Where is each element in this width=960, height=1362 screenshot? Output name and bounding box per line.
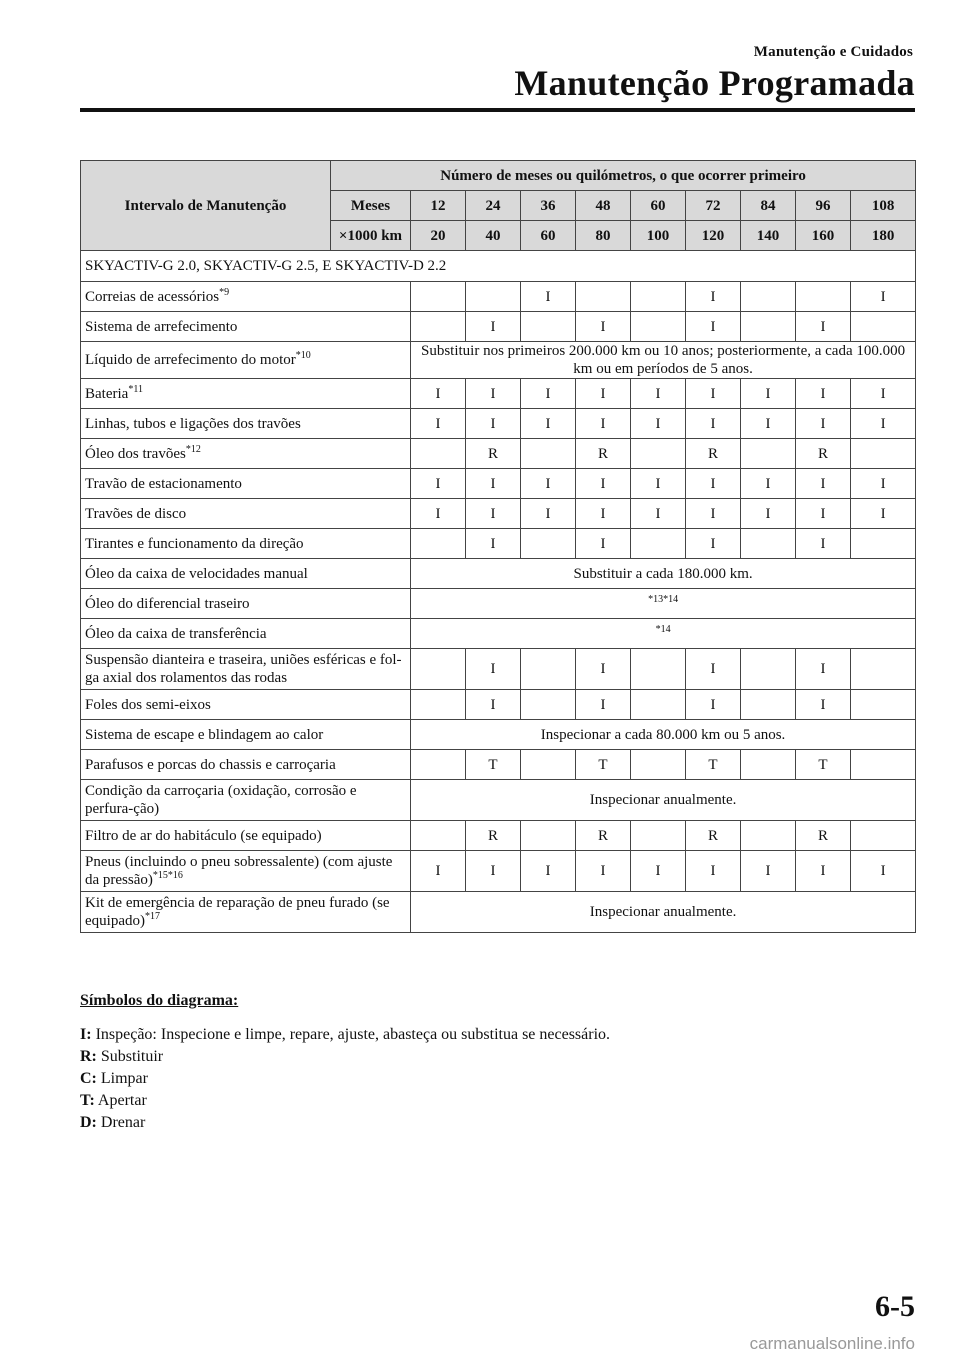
schedule-cell: R xyxy=(686,439,741,469)
km-value: 80 xyxy=(576,221,631,251)
month-value: 12 xyxy=(411,191,466,221)
schedule-cell: I xyxy=(686,282,741,312)
schedule-cell: I xyxy=(741,469,796,499)
item-label: Óleo da caixa de velocidades manual xyxy=(85,565,308,582)
schedule-cell xyxy=(411,821,466,851)
schedule-cell: I xyxy=(466,379,521,409)
schedule-cell: I xyxy=(576,379,631,409)
footnote-ref: *13*14 xyxy=(648,593,679,605)
footnote-ref: *15*16 xyxy=(152,870,183,881)
schedule-cell: R xyxy=(466,821,521,851)
km-value: 100 xyxy=(631,221,686,251)
schedule-cell: I xyxy=(466,529,521,559)
schedule-cell: T xyxy=(466,750,521,780)
km-value: 160 xyxy=(796,221,851,251)
schedule-cell xyxy=(521,750,576,780)
item-name xyxy=(81,469,411,499)
legend-item xyxy=(80,1068,610,1090)
schedule-cell: I xyxy=(411,851,466,892)
span-note: Inspecionar anualmente. xyxy=(411,780,916,821)
legend-key: R: xyxy=(80,1048,97,1065)
legend-text: Limpar xyxy=(96,1070,148,1087)
section-header: Manutenção e Cuidados xyxy=(753,44,913,60)
legend-key: I: xyxy=(80,1026,92,1043)
schedule-cell xyxy=(411,649,466,690)
table-row xyxy=(81,559,916,589)
table-row xyxy=(81,589,916,619)
schedule-cell xyxy=(466,282,521,312)
schedule-cell: I xyxy=(576,469,631,499)
km-value: 120 xyxy=(686,221,741,251)
schedule-cell: I xyxy=(576,409,631,439)
legend-item xyxy=(80,1046,610,1068)
legend-text: Drenar xyxy=(96,1114,146,1131)
schedule-cell: I xyxy=(796,469,851,499)
table-row xyxy=(81,851,916,892)
table-row xyxy=(81,690,916,720)
schedule-cell: I xyxy=(796,649,851,690)
legend-text: Substituir xyxy=(96,1048,164,1065)
km-value: 60 xyxy=(521,221,576,251)
month-value: 72 xyxy=(686,191,741,221)
legend-item xyxy=(80,1112,610,1134)
watermark: carmanualsonline.info xyxy=(749,1334,915,1353)
schedule-cell xyxy=(411,690,466,720)
schedule-cell: I xyxy=(686,499,741,529)
item-name xyxy=(81,750,411,780)
span-note: Substituir a cada 180.000 km. xyxy=(411,559,916,589)
item-name xyxy=(81,409,411,439)
schedule-cell: I xyxy=(521,379,576,409)
schedule-cell xyxy=(741,649,796,690)
table-row xyxy=(81,780,916,821)
schedule-cell xyxy=(411,439,466,469)
legend-key: D: xyxy=(80,1114,97,1131)
item-label: Óleo do diferencial traseiro xyxy=(85,595,250,612)
item-name xyxy=(81,780,411,821)
legend-title: Símbolos do diagrama: xyxy=(80,992,239,1009)
schedule-cell: I xyxy=(466,469,521,499)
months-label: Meses xyxy=(331,191,411,221)
table-row xyxy=(81,529,916,559)
item-name xyxy=(81,821,411,851)
km-value: 20 xyxy=(411,221,466,251)
schedule-cell: R xyxy=(576,821,631,851)
footnote-ref: *17 xyxy=(144,911,160,922)
legend-text: Apertar xyxy=(94,1092,147,1109)
footnote-ref: *14 xyxy=(655,623,671,635)
schedule-cell: I xyxy=(686,851,741,892)
item-name xyxy=(81,379,411,409)
schedule-cell: I xyxy=(576,312,631,342)
schedule-cell xyxy=(521,312,576,342)
schedule-cell: I xyxy=(466,851,521,892)
schedule-cell: T xyxy=(796,750,851,780)
table-row xyxy=(81,439,916,469)
item-name xyxy=(81,619,411,649)
item-label: Travão de estacionamento xyxy=(85,475,242,492)
schedule-cell: I xyxy=(521,282,576,312)
month-value: 24 xyxy=(466,191,521,221)
schedule-cell xyxy=(521,649,576,690)
schedule-cell: I xyxy=(521,409,576,439)
schedule-cell: I xyxy=(576,649,631,690)
item-name xyxy=(81,342,411,379)
schedule-cell xyxy=(631,439,686,469)
span-note: Substituir nos primeiros 200.000 km ou 10 anos; posteriormente, a cada 100.000 km ou em períodos de 5 anos. xyxy=(411,342,916,379)
schedule-cell xyxy=(741,439,796,469)
schedule-cell: I xyxy=(631,851,686,892)
schedule-cell: T xyxy=(576,750,631,780)
schedule-cell: I xyxy=(576,499,631,529)
schedule-cell: I xyxy=(466,409,521,439)
footnote-ref: *9 xyxy=(219,286,230,298)
schedule-cell: I xyxy=(411,469,466,499)
schedule-cell xyxy=(521,439,576,469)
month-value: 84 xyxy=(741,191,796,221)
schedule-cell xyxy=(741,529,796,559)
schedule-cell xyxy=(521,529,576,559)
interval-header: Intervalo de Manutenção xyxy=(81,161,331,251)
schedule-cell xyxy=(631,529,686,559)
schedule-cell: I xyxy=(741,499,796,529)
item-name xyxy=(81,559,411,589)
schedule-cell: I xyxy=(631,469,686,499)
table-row xyxy=(81,499,916,529)
span-note: Inspecionar anualmente. xyxy=(411,892,916,933)
schedule-cell: R xyxy=(686,821,741,851)
schedule-cell xyxy=(851,821,916,851)
schedule-cell: I xyxy=(466,649,521,690)
footnote-ref: *11 xyxy=(128,383,143,395)
item-name xyxy=(81,439,411,469)
schedule-cell: I xyxy=(466,499,521,529)
table-row xyxy=(81,750,916,780)
legend-item xyxy=(80,1090,610,1112)
schedule-cell: I xyxy=(686,379,741,409)
maintenance-table xyxy=(80,160,916,933)
legend-key: T: xyxy=(80,1092,95,1109)
schedule-cell: I xyxy=(521,851,576,892)
table-row xyxy=(81,469,916,499)
table-row xyxy=(81,821,916,851)
schedule-cell xyxy=(576,282,631,312)
item-label: Parafusos e porcas do chassis e carroçaria xyxy=(85,756,336,773)
schedule-cell xyxy=(796,282,851,312)
schedule-cell: R xyxy=(796,439,851,469)
schedule-cell: I xyxy=(466,312,521,342)
header-rule xyxy=(80,108,915,112)
schedule-cell: I xyxy=(576,690,631,720)
schedule-cell: R xyxy=(796,821,851,851)
table-row xyxy=(81,720,916,750)
table-row xyxy=(81,312,916,342)
schedule-cell: I xyxy=(521,469,576,499)
footnote-ref: *12 xyxy=(185,443,201,455)
item-name xyxy=(81,690,411,720)
schedule-cell xyxy=(851,529,916,559)
schedule-cell: I xyxy=(631,379,686,409)
schedule-cell: I xyxy=(796,409,851,439)
schedule-cell xyxy=(631,690,686,720)
schedule-cell: I xyxy=(796,499,851,529)
engine-section-row xyxy=(81,251,916,282)
month-value: 96 xyxy=(796,191,851,221)
schedule-cell xyxy=(631,750,686,780)
schedule-cell: I xyxy=(796,851,851,892)
schedule-cell: I xyxy=(411,409,466,439)
legend-key: C: xyxy=(80,1070,97,1087)
schedule-cell xyxy=(851,750,916,780)
schedule-cell xyxy=(411,282,466,312)
schedule-cell xyxy=(741,750,796,780)
schedule-cell: I xyxy=(741,409,796,439)
span-note: Inspecionar a cada 80.000 km ou 5 anos. xyxy=(411,720,916,750)
item-label: Foles dos semi-eixos xyxy=(85,696,211,713)
schedule-cell: I xyxy=(851,469,916,499)
item-name xyxy=(81,312,411,342)
item-name xyxy=(81,589,411,619)
legend-text: Inspeção: Inspecione e limpe, repare, ajuste, abasteça ou substitua se necessário. xyxy=(91,1026,611,1043)
schedule-cell: I xyxy=(851,282,916,312)
schedule-cell: I xyxy=(851,499,916,529)
schedule-cell: I xyxy=(851,851,916,892)
schedule-cell xyxy=(631,649,686,690)
item-label: Sistema de escape e blindagem ao calor xyxy=(85,726,324,743)
schedule-cell xyxy=(741,312,796,342)
month-value: 36 xyxy=(521,191,576,221)
schedule-cell: I xyxy=(576,529,631,559)
schedule-cell: T xyxy=(686,750,741,780)
schedule-cell xyxy=(851,649,916,690)
schedule-cell xyxy=(741,690,796,720)
item-label: Líquido de arrefecimento do motor xyxy=(85,352,296,368)
schedule-cell: I xyxy=(851,379,916,409)
table-row xyxy=(81,342,916,379)
schedule-cell: I xyxy=(466,690,521,720)
schedule-cell xyxy=(411,529,466,559)
schedule-cell: I xyxy=(576,851,631,892)
item-name xyxy=(81,720,411,750)
item-label: Tirantes e funcionamento da direção xyxy=(85,535,304,552)
table-row xyxy=(81,379,916,409)
item-label: Condição da carroçaria (oxidação, corrosão e perfura-ção) xyxy=(85,783,357,817)
legend-items xyxy=(80,1024,610,1134)
schedule-cell: I xyxy=(411,379,466,409)
schedule-cell xyxy=(851,690,916,720)
schedule-cell xyxy=(631,821,686,851)
schedule-cell: I xyxy=(796,690,851,720)
span-footnote-cell xyxy=(411,589,916,619)
item-label: Linhas, tubos e ligações dos travões xyxy=(85,415,301,432)
legend-item xyxy=(80,1024,610,1046)
schedule-cell xyxy=(631,312,686,342)
item-name xyxy=(81,892,411,933)
schedule-cell: I xyxy=(521,499,576,529)
schedule-cell: I xyxy=(411,499,466,529)
schedule-cell: I xyxy=(796,379,851,409)
table-row xyxy=(81,619,916,649)
schedule-cell: I xyxy=(741,851,796,892)
schedule-cell xyxy=(851,312,916,342)
table-row xyxy=(81,649,916,690)
table-row xyxy=(81,409,916,439)
page-title: Manutenção Programada xyxy=(514,63,915,103)
schedule-cell: R xyxy=(466,439,521,469)
schedule-cell xyxy=(631,282,686,312)
engine-section-label: SKYACTIV-G 2.0, SKYACTIV-G 2.5, E SKYACTIV-D 2.2 xyxy=(81,251,916,282)
schedule-cell xyxy=(521,821,576,851)
schedule-cell xyxy=(521,690,576,720)
legend xyxy=(80,990,610,1134)
item-label: Pneus (incluindo o pneu sobressalente) (com ajuste da pressão) xyxy=(85,854,393,888)
schedule-cell xyxy=(411,312,466,342)
schedule-cell: I xyxy=(686,409,741,439)
item-name xyxy=(81,499,411,529)
item-label: Óleo da caixa de transferência xyxy=(85,625,267,642)
schedule-cell: I xyxy=(686,529,741,559)
item-label: Bateria xyxy=(85,385,129,402)
item-label: Suspensão dianteira e traseira, uniões esféricas e fol-ga axial dos rolamentos das rodas xyxy=(85,652,402,686)
item-label: Óleo dos travões xyxy=(85,445,186,462)
item-name xyxy=(81,649,411,690)
item-label: Sistema de arrefecimento xyxy=(85,318,238,335)
schedule-cell xyxy=(851,439,916,469)
schedule-cell: I xyxy=(686,469,741,499)
span-footnote-cell xyxy=(411,619,916,649)
item-label: Travões de disco xyxy=(85,505,187,522)
schedule-cell: I xyxy=(631,499,686,529)
schedule-cell: I xyxy=(796,312,851,342)
group-header: Número de meses ou quilómetros, o que ocorrer primeiro xyxy=(331,161,916,191)
km-value: 40 xyxy=(466,221,521,251)
month-value: 108 xyxy=(851,191,916,221)
item-name xyxy=(81,282,411,312)
month-value: 60 xyxy=(631,191,686,221)
footnote-ref: *10 xyxy=(295,350,311,361)
month-value: 48 xyxy=(576,191,631,221)
schedule-cell: I xyxy=(631,409,686,439)
schedule-cell: I xyxy=(741,379,796,409)
km-value: 180 xyxy=(851,221,916,251)
km-value: 140 xyxy=(741,221,796,251)
item-label: Kit de emergência de reparação de pneu furado (se equipado) xyxy=(85,895,390,929)
item-label: Correias de acessórios xyxy=(85,288,220,305)
schedule-cell xyxy=(411,750,466,780)
item-name xyxy=(81,529,411,559)
schedule-cell: I xyxy=(796,529,851,559)
item-name xyxy=(81,851,411,892)
schedule-cell: I xyxy=(686,690,741,720)
schedule-cell: I xyxy=(686,649,741,690)
schedule-cell: I xyxy=(686,312,741,342)
schedule-cell: R xyxy=(576,439,631,469)
table-row xyxy=(81,282,916,312)
page-number: 6-5 xyxy=(875,1290,915,1323)
schedule-cell xyxy=(741,821,796,851)
item-label: Filtro de ar do habitáculo (se equipado) xyxy=(85,827,322,844)
table-row xyxy=(81,892,916,933)
schedule-cell xyxy=(741,282,796,312)
km-label: ×1000 km xyxy=(331,221,411,251)
schedule-cell: I xyxy=(851,409,916,439)
